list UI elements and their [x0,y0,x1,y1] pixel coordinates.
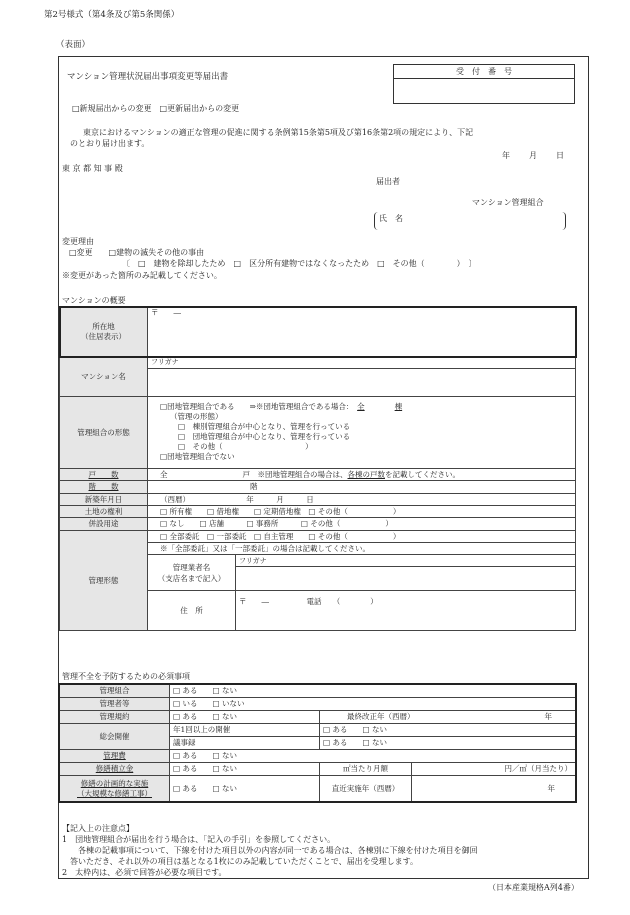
floors-field[interactable]: 階 [148,481,576,493]
date-field[interactable]: 年 月 日 [502,151,565,160]
association-label: マンション管理組合 [472,198,544,207]
change-type-options[interactable]: □新規届出からの変更 □更新届出からの変更 [72,104,240,113]
receipt-number-field[interactable] [394,79,574,103]
intro-text-2: のとおり届け出ます。 [70,139,150,148]
note-1c: 答いただき、それ以外の項目は基となる1枚にのみ記載していただくことで、届出を受理します。 [70,857,418,866]
mixed-use-options[interactable]: □ なし □ 店舗 □ 事務所 □ その他（ ） [148,518,576,530]
management-form-label: 管理形態 [60,530,148,631]
reason-options[interactable]: □変更 □建物の滅失その他の事由 [69,248,205,257]
receipt-box [393,64,575,104]
association-form-options[interactable]: □団地管理組合である ⇒※団地管理組合である場合： 全 棟 （管理の形態） □ 棟別管理組合が中心となり、管理を行っている □ 団地管理組合が中心となり、管理を行っている □ その他（ ） □団地管理組合でない [148,396,576,468]
req-reserve-value[interactable]: 円／㎡（月当たり） [412,763,576,776]
form-number: 第2号様式（第4条及び第5条関係） [44,10,180,20]
association-form-label: 管理組合の形態 [60,396,148,468]
req-reserve-options[interactable]: □ ある □ ない [170,763,320,776]
units-label: 戸 数 [60,468,148,480]
name-bracket[interactable] [374,212,566,230]
note-1: 1 団地管理組合が届出を行う場合は、「記入の手引」を参照してください。 [62,835,336,844]
built-date-label: 新築年月日 [60,493,148,505]
req-association-options[interactable]: □ ある □ ない [170,685,576,698]
req-association-label: 管理組合 [60,685,170,698]
document-title: マンション管理状況届出事項変更等届出書 [67,72,229,82]
req-bylaws-revision[interactable]: 最終改正年（西暦） 年 [320,711,576,724]
land-rights-options[interactable]: □ 所有権 □ 借地権 □ 定期借地権 □ その他（ ） [148,505,576,517]
req-reserve-label: 修繕積立金 [60,763,170,776]
mansion-name-field[interactable] [148,368,576,396]
req-fee-label: 管理費 [60,750,170,763]
company-address-label: 住 所 [148,591,236,631]
req-repair-sub: 直近実施年（西暦） [320,776,412,802]
reason-suboptions[interactable]: 〔 □ 建物を除却したため □ 区分所有建物ではなくなったため □ その他（ ） 〕 [122,259,477,268]
req-meeting-annual-label: 年1回以上の開催 [170,724,320,737]
addressee: 東 京 都 知 事 殿 [62,164,123,173]
req-manager-label: 管理者等 [60,698,170,711]
req-repair-year[interactable]: 年 [412,776,576,802]
req-fee-options[interactable]: □ ある □ ない [170,750,576,763]
land-rights-label: 土地の権利 [60,505,148,517]
company-name-label: 管理業者名 （支店名まで記入） [148,555,236,591]
address-field[interactable]: 〒 ― [148,307,576,357]
management-note: ※「全部委託」又は「一部委託」の場合は記載してください。 [148,543,576,555]
req-minutes-options[interactable]: □ ある □ ない [320,737,576,750]
company-name-field[interactable] [236,567,576,591]
req-manager-options[interactable]: □ いる □ いない [170,698,576,711]
overview-title: マンションの概要 [62,296,126,305]
reason-note: ※変更があった箇所のみ記載してください。 [62,271,222,280]
req-repair-label: 修繕の計画的な実施 （大規模な修繕工事） [60,776,170,802]
note-2: 2 太枠内は、必須で回答が必要な項目です。 [62,868,227,877]
mansion-name-label: マンション名 [60,357,148,397]
intro-text: 東京におけるマンションの適正な管理の促進に関する条例第15条第5項及び第16条第2項の規定により、下記 [83,128,474,137]
side-label: （表面） [56,40,91,50]
req-reserve-sub: ㎡当たり月額 [320,763,412,776]
address-label: 所在地 （住居表示） [60,307,148,357]
req-meeting-annual-options[interactable]: □ ある □ ない [320,724,576,737]
note-1b: 各棟の記載事項について、下線を付けた項目以外の内容が同一である場合は、各棟別に下線を付けた項目を御回 [78,846,478,855]
floors-label: 階 数 [60,481,148,493]
required-table [59,684,576,802]
req-bylaws-label: 管理規約 [60,711,170,724]
name-label: 氏 名 [379,214,403,223]
req-repair-options[interactable]: □ ある □ ない [170,776,320,802]
built-date-field[interactable]: （西暦） 年 月 日 [148,493,576,505]
req-bylaws-options[interactable]: □ ある □ ない [170,711,320,724]
company-furigana[interactable]: フリガナ [236,555,576,567]
mixed-use-label: 併設用途 [60,518,148,530]
req-minutes-label: 議事録 [170,737,320,750]
units-field[interactable]: 全 戸 ※団地管理組合の場合は、各棟の戸数を記載してください。 [148,468,576,480]
receipt-label: 受 付 番 号 [394,65,574,79]
required-title: 管理不全を予防するための必須事項 [62,672,190,681]
mansion-name-furigana[interactable]: フリガナ [148,357,576,369]
req-meeting-label: 総会開催 [60,724,170,750]
management-form-options[interactable]: □ 全部委託 □ 一部委託 □ 自主管理 □ その他（ ） [148,530,576,542]
overview-table [59,306,576,631]
company-address-field[interactable]: 〒 ― 電話 （ ） [236,591,576,631]
footer-standard: （日本産業規格A列4番） [488,883,579,892]
notes-title: 【記入上の注意点】 [62,824,134,833]
submitter-label: 届出者 [376,177,400,186]
reason-title: 変更理由 [62,237,94,246]
